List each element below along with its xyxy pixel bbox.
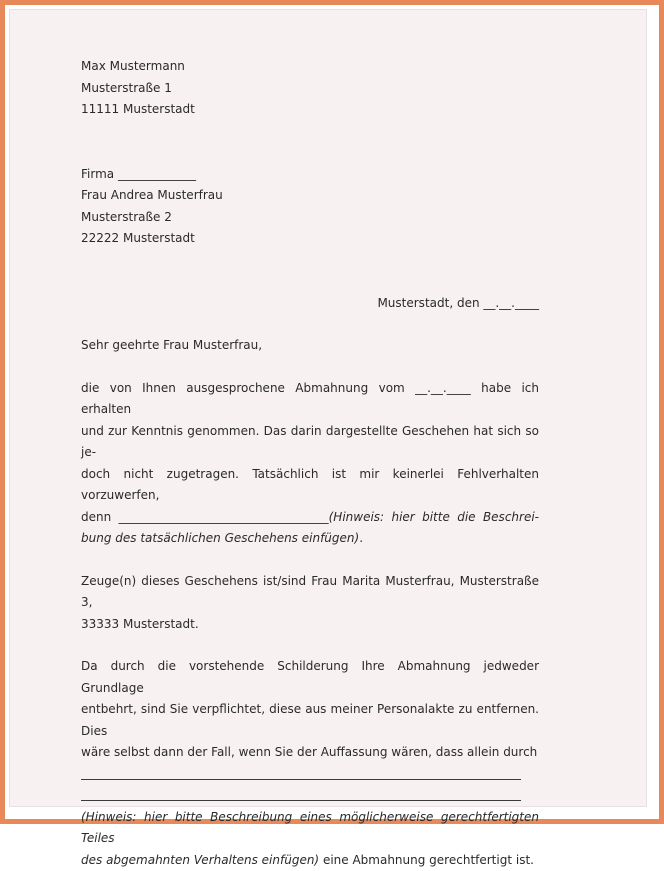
- paragraph-1-line: [81, 507, 539, 529]
- paragraph-3-hint-line: [81, 850, 539, 871]
- hint-text: (Hinweis: hier bitte die Beschrei-: [329, 510, 539, 524]
- fill-in-line: [81, 785, 539, 807]
- recipient-name: Frau Andrea Musterfrau: [81, 185, 539, 207]
- hint-text: des abgemahnten Verhaltens einfügen): [81, 853, 319, 867]
- paragraph-1-line: doch nicht zugetragen. Tatsächlich ist mir keinerlei Fehlverhalten vorzuwerfen,: [81, 464, 539, 507]
- hint-text: bung des tatsächlichen Geschehens einfügen): [81, 531, 359, 545]
- paragraph-3-line: Da durch die vorstehende Schilderung Ihre Abmahnung jedweder Grundlage: [81, 656, 539, 699]
- paragraph-3: [81, 656, 539, 871]
- paragraph-3-end: eine Abmahnung gerechtfertigt ist.: [319, 853, 534, 867]
- sender-address: [81, 56, 539, 121]
- paragraph-1-end: .: [359, 531, 363, 545]
- recipient-city: 22222 Musterstadt: [81, 228, 539, 250]
- sender-street: Musterstraße 1: [81, 78, 539, 100]
- salutation: Sehr geehrte Frau Musterfrau,: [81, 335, 539, 357]
- paragraph-2-line: Zeuge(n) dieses Geschehens ist/sind Frau Marita Musterfrau, Musterstraße 3,: [81, 571, 539, 614]
- recipient-address: [81, 164, 539, 250]
- sender-name: Max Mustermann: [81, 56, 539, 78]
- paragraph-1-text: denn ___________________________________: [81, 510, 329, 524]
- letter-body: [81, 56, 539, 871]
- paragraph-1: [81, 378, 539, 550]
- paragraph-1-line: [81, 528, 539, 550]
- recipient-street: Musterstraße 2: [81, 207, 539, 229]
- paragraph-1-line: die von Ihnen ausgesprochene Abmahnung vom __.__.____ habe ich erhalten: [81, 378, 539, 421]
- date-line: Musterstadt, den __.__.____: [81, 293, 539, 315]
- fill-in-line: [81, 764, 539, 786]
- paragraph-3-line: wäre selbst dann der Fall, wenn Sie der Auffassung wären, dass allein durch: [81, 742, 539, 764]
- paragraph-3-line: entbehrt, sind Sie verpflichtet, diese aus meiner Personalakte zu entfernen. Dies: [81, 699, 539, 742]
- paragraph-1-line: und zur Kenntnis genommen. Das darin dargestellte Geschehen hat sich so je-: [81, 421, 539, 464]
- paragraph-3-hint-line: [81, 807, 539, 850]
- hint-text: (Hinweis: hier bitte Beschreibung eines möglicherweise gerechtfertigten Teiles: [81, 810, 539, 846]
- paragraph-2: [81, 571, 539, 636]
- paragraph-2-line: 33333 Musterstadt.: [81, 614, 539, 636]
- sender-city: 11111 Musterstadt: [81, 99, 539, 121]
- recipient-company: Firma _____________: [81, 164, 539, 186]
